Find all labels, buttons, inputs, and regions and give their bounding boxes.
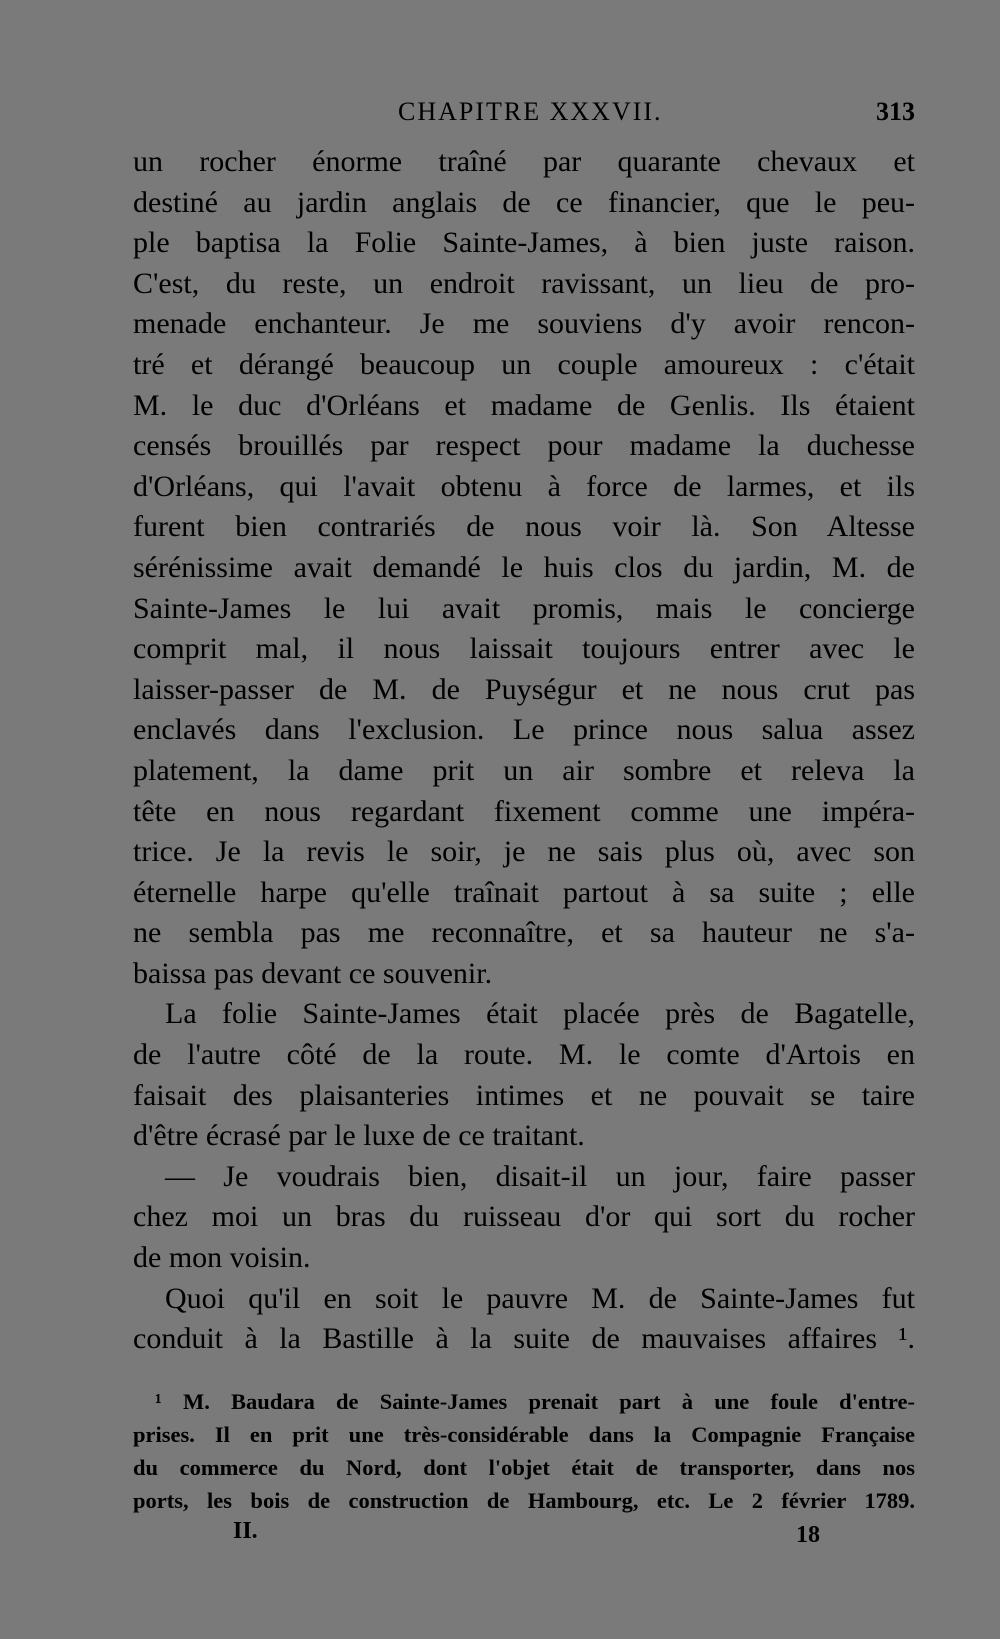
text-line: ple baptisa la Folie Sainte-James, à bien juste raison. <box>133 226 915 260</box>
paragraph-end-line: baissa pas devant ce souvenir. <box>133 956 493 990</box>
text-line: censés brouillés par respect pour madame la duchesse <box>133 429 915 463</box>
text-line: éternelle harpe qu'elle traînait partout à sa suite ; elle <box>133 875 915 909</box>
text-line: trice. Je la revis le soir, je ne sais plus où, avec son <box>133 835 915 869</box>
footnote <box>133 1385 915 1517</box>
text-line: chez moi un bras du ruisseau d'or qui sort du rocher <box>133 1200 915 1234</box>
text-line: destiné au jardin anglais de ce financier, que le peu- <box>133 185 915 219</box>
paragraph-start-line: La folie Sainte-James était placée près de Bagatelle, <box>165 997 915 1031</box>
paragraph-start-line: Quoi qu'il en soit le pauvre M. de Sainte-James fut <box>165 1281 915 1315</box>
text-line: comprit mal, il nous laissait toujours entrer avec le <box>133 632 915 666</box>
text-line: Sainte-James le lui avait promis, mais le concierge <box>133 591 915 625</box>
printer-signature <box>133 1513 915 1549</box>
footnote-line: ¹ M. Baudara de Sainte-James prenait part à une foule d'entre- <box>155 1389 915 1414</box>
text-line: C'est, du reste, un endroit ravissant, un lieu de pro- <box>133 266 915 300</box>
text-line: M. le duc d'Orléans et madame de Genlis. Ils étaient <box>133 388 915 422</box>
text-line: furent bien contrariés de nous voir là. Son Altesse <box>133 510 915 544</box>
text-line: tré et dérangé beaucoup un couple amoureux : c'était <box>133 347 915 381</box>
text-line: faisait des plaisanteries intimes et ne pouvait se taire <box>133 1078 915 1112</box>
text-line: platement, la dame prit un air sombre et releva la <box>133 753 915 787</box>
footnote-line: prises. Il en prit une très-considérable dans la Compagnie Française <box>133 1422 915 1447</box>
text-line: d'Orléans, qui l'avait obtenu à force de larmes, et ils <box>133 469 915 503</box>
text-line: tête en nous regardant fixement comme une impéra- <box>133 794 915 828</box>
paragraph-end-line: d'être écrasé par le luxe de ce traitant. <box>133 1119 585 1153</box>
chapter-title: CHAPITRE XXXVII. <box>398 97 663 126</box>
text-line: un rocher énorme traîné par quarante chevaux et <box>133 145 915 178</box>
running-header <box>133 92 915 132</box>
text-line: ne sembla pas me reconnaître, et sa hauteur ne s'a- <box>133 916 915 950</box>
dialogue-line: — Je voudrais bien, disait-il un jour, faire passer <box>165 1159 915 1193</box>
text-line: conduit à la Bastille à la suite de mauvaises affaires ¹. <box>133 1322 915 1356</box>
footnote-line: ports, les bois de construction de Hambourg, etc. Le 2 février 1789. <box>133 1488 915 1513</box>
text-line: enclavés dans l'exclusion. Le prince nous salua assez <box>133 713 915 747</box>
sheet-number: 18 <box>796 1522 820 1548</box>
body-text <box>133 142 915 1360</box>
paragraph-end-line: de mon voisin. <box>133 1241 311 1275</box>
text-line: sérénissime avait demandé le huis clos du jardin, M. de <box>133 550 915 584</box>
footnote-line: du commerce du Nord, dont l'objet était de transporter, dans nos <box>133 1455 915 1480</box>
volume-mark: II. <box>233 1518 258 1544</box>
text-line: laisser-passer de M. de Puységur et ne nous crut pas <box>133 672 915 706</box>
text-line: de l'autre côté de la route. M. le comte d'Artois en <box>133 1038 915 1072</box>
page-number: 313 <box>876 97 915 126</box>
text-line: menade enchanteur. Je me souviens d'y avoir rencon- <box>133 307 915 341</box>
